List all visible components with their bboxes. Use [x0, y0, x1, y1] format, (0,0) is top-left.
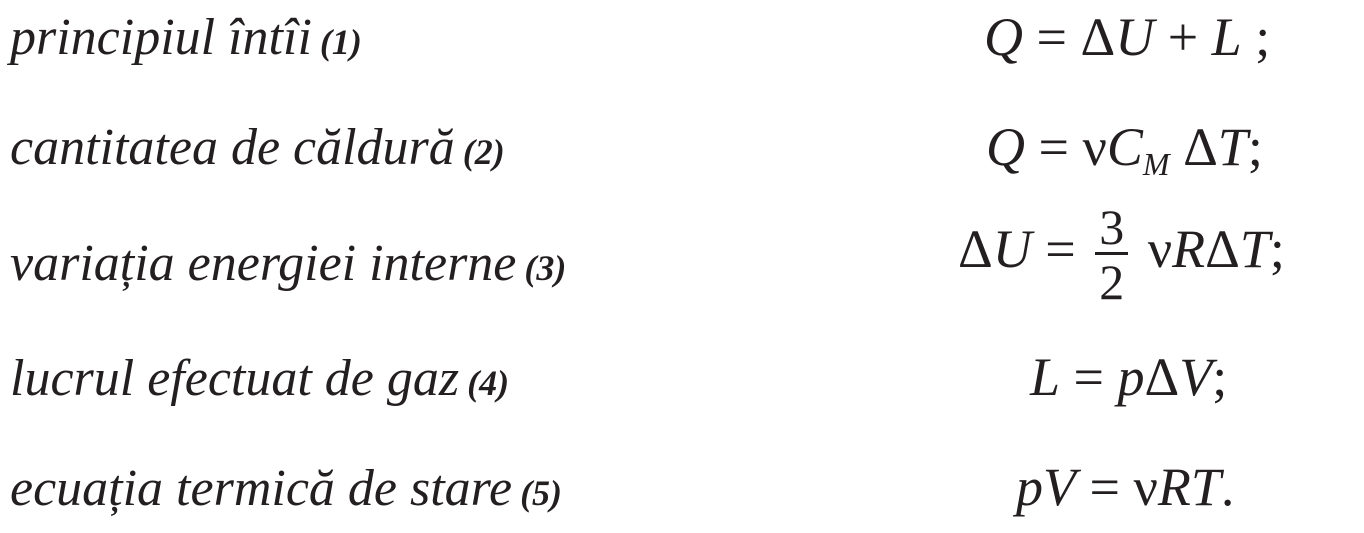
equation-number: (4) — [467, 363, 510, 403]
equation-number: (5) — [520, 473, 563, 513]
equation-number: (2) — [462, 132, 505, 172]
label-text: principiul întîi — [10, 9, 312, 66]
label-text: variația energiei interne — [10, 235, 517, 292]
equation-number: (1) — [319, 22, 362, 62]
row-label — [10, 119, 505, 176]
label-text: ecuația termică de stare — [10, 460, 513, 517]
row-label — [10, 9, 362, 66]
formula-state-equation: pV = νRT. — [1016, 457, 1235, 517]
row-label — [10, 460, 563, 517]
formula-internal-energy: ΔU = $\frac{3}{2}$ νRΔT; — [958, 199, 1285, 310]
label-text: lucrul efectuat de gaz — [10, 350, 460, 407]
equation-number: (3) — [524, 248, 567, 288]
formula-gas-work: L = pΔV; — [1030, 347, 1228, 407]
formula-heat-quantity: $Q = \nu C_M$ ΔT; — [986, 117, 1263, 182]
formula-first-law: Q = ΔU + L ; — [984, 7, 1271, 67]
label-text: cantitatea de căldură — [10, 119, 455, 176]
row-label — [10, 350, 510, 407]
fraction-three-halves: $\frac{3}{2}$ — [1095, 202, 1128, 307]
row-label — [10, 235, 567, 292]
